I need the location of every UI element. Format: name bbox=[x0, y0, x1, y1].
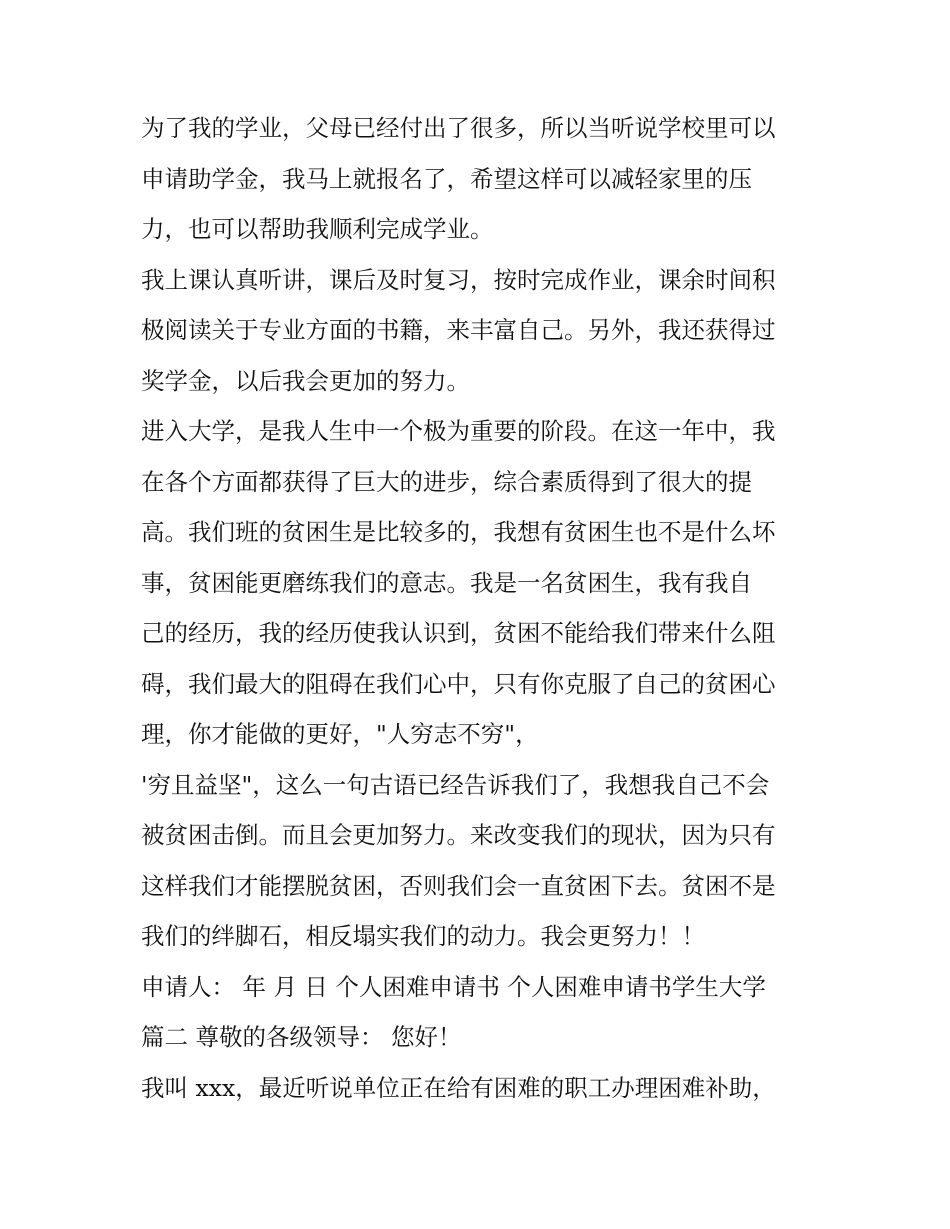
text-line: 被贫困击倒。而且会更加努力。来改变我们的现状，因为只有 bbox=[141, 821, 776, 849]
text-line: 碍，我们最大的阻碍在我们心中，只有你克服了自己的贫困心 bbox=[141, 669, 776, 698]
text-line: 我叫 xxx，最近听说单位正在给有困难的职工办理困难补助， bbox=[141, 1073, 776, 1102]
text-line: 这样我们才能摆脱贫困，否则我们会一直贫困下去。贫困不是 bbox=[141, 871, 776, 900]
text-line: 极阅读关于专业方面的书籍，来丰富自己。另外，我还获得过 bbox=[141, 316, 776, 344]
text-line: 己的经历，我的经历使我认识到，贫困不能给我们带来什么阻 bbox=[141, 619, 776, 647]
text-line: '穷且益坚"，这么一句古语已经告诉我们了，我想我自己不会 bbox=[141, 770, 770, 799]
text-line: 力，也可以帮助我顺利完成学业。 bbox=[141, 215, 494, 243]
text-line: 事，贫困能更磨练我们的意志。我是一名贫困生，我有我自 bbox=[141, 568, 752, 597]
document-body bbox=[141, 103, 821, 1113]
applicant-line: 申请人： 年 月 日 个人困难申请书 个人困难申请书学生大学 bbox=[141, 972, 766, 1001]
text-line: 我们的绊脚石，相反塌实我们的动力。我会更努力！！ bbox=[141, 922, 705, 950]
text-line: 在各个方面都获得了巨大的进步，综合素质得到了很大的提 bbox=[141, 467, 752, 496]
text-line: 进入大学，是我人生中一个极为重要的阶段。在这一年中，我 bbox=[141, 417, 776, 445]
text-line: 奖学金，以后我会更加的努力。 bbox=[141, 366, 470, 395]
text-line: 申请助学金，我马上就报名了，希望这样可以减轻家里的压 bbox=[141, 164, 752, 193]
text-line: 理，你才能做的更好，"人穷志不穷"， bbox=[141, 720, 539, 748]
text-line: 我上课认真听讲，课后及时复习，按时完成作业，课余时间积 bbox=[141, 265, 776, 294]
text-line: 高。我们班的贫困生是比较多的，我想有贫困生也不是什么坏 bbox=[141, 518, 776, 546]
text-line: 为了我的学业，父母已经付出了很多，所以当听说学校里可以 bbox=[141, 114, 776, 142]
salutation-line: 篇二 尊敬的各级领导： 您好！ bbox=[141, 1023, 462, 1051]
